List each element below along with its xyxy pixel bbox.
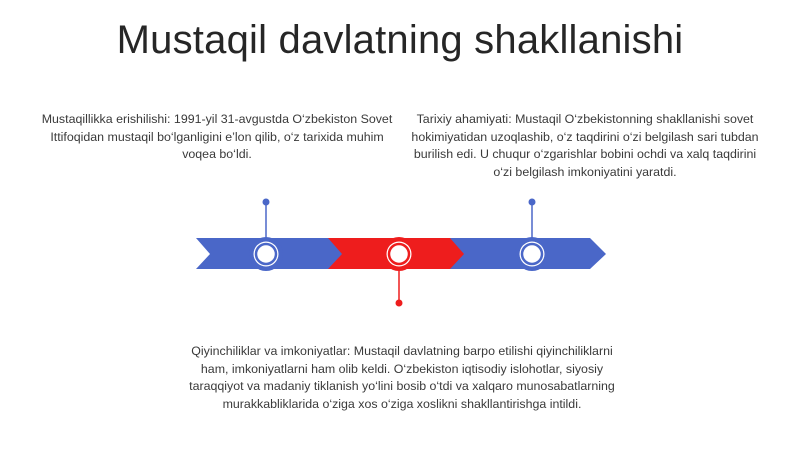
milestone-3-marker <box>515 237 549 271</box>
milestone-2-text: Qiyinchiliklar va imkoniyatlar: Mustaqil davlatning barpo etilishi qiyinchiliklarni ham, imkoniyatlarni ham olib keldi. O‘zbekiston iqtisodiy islohotlar, siyosiy taraqqiyot va madaniy tiklanish yo‘lini bosib o‘tdi va xalqaro munosabatlarning murakkabliklarida o‘ziga xos o‘ziga xoslikni shakllantirishga intildi. <box>189 344 615 411</box>
milestone-1-text: Mustaqillikka erishilishi: 1991-yil 31-avgustda O‘zbekiston Sovet Ittifoqidan mustaqil bo‘lganligini e’lon qilib, o‘z tarixida muhim voqea bo‘ldi. <box>41 112 393 162</box>
connector-3-dot <box>529 199 536 206</box>
connector-2-dot <box>396 300 403 307</box>
connector-1-dot <box>263 199 270 206</box>
milestone-1-marker <box>249 237 283 271</box>
page-title: Mustaqil davlatning shakllanishi <box>116 18 684 62</box>
milestone-2-marker <box>382 237 416 271</box>
milestone-3-text: Tarixiy ahamiyati: Mustaqil O‘zbekistonning shakllanishi sovet hokimiyatidan uzoqlashib, o‘z taqdirini o‘zi belgilash sari tubdan burilish edi. U chuqur o‘zgarishlar bobini ochdi va xalq taqdirini o‘zi belgilash imkoniyatini yaratdi. <box>411 112 759 179</box>
